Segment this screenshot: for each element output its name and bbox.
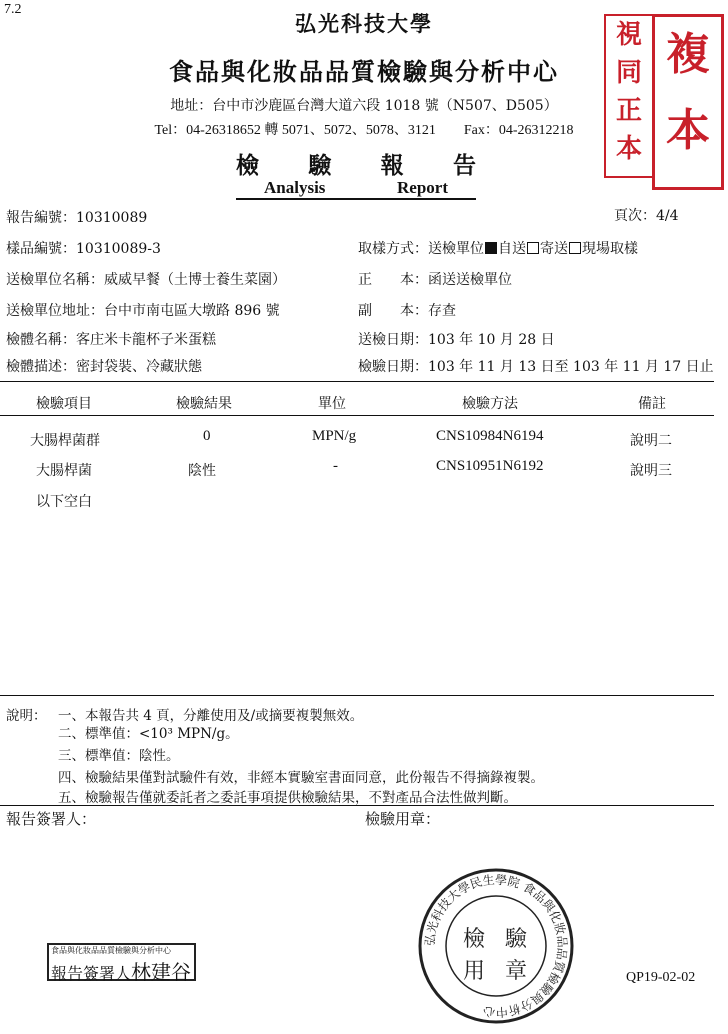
sample-number: 樣品編號：10310089-3: [6, 241, 161, 257]
svg-text:弘光科技大學民生學院 食品與化妝品品質檢驗與分析中心: 弘光科技大學民生學院 食品與化妝品品質檢驗與分析中心: [422, 872, 570, 1020]
signer-stamp-text: 報告簽署人林建谷: [51, 960, 192, 984]
note-4: 四、檢驗結果僅對試驗件有效，非經本實驗室書面同意，此份報告不得摘錄複製。: [58, 770, 544, 786]
row1-unit: MPN/g: [312, 428, 357, 444]
header-note: 備註: [638, 396, 666, 412]
form-code: QP19-02-02: [626, 970, 696, 985]
row1-result: 0: [203, 428, 211, 444]
page-number: 7.2: [4, 2, 22, 17]
note-2: 二、標準值：<10³ MPN/g。: [58, 726, 239, 742]
header-unit: 單位: [318, 396, 346, 412]
report-number: 報告編號：10310089: [6, 210, 148, 226]
svg-text:檢: 檢: [462, 927, 486, 952]
sampling-method: 取樣方式：送檢單位 自送 寄送 現場取樣: [358, 241, 638, 257]
svg-text:用: 用: [462, 959, 486, 984]
telephone: Tel：04-26318652 轉 5071、5072、5078、3121: [154, 123, 436, 138]
header-result: 檢驗結果: [176, 396, 232, 412]
center-address: 地址：台中市沙鹿區台灣大道六段 1018 號（N507、D505）: [170, 98, 558, 114]
row2-item: 大腸桿菌: [36, 463, 92, 479]
note-5: 五、檢驗報告僅就委託者之委託事項提供檢驗結果，不對產品合法性做判斷。: [58, 790, 517, 806]
inspection-seal: [416, 866, 576, 1026]
row2-unit: -: [333, 458, 338, 474]
row2-result: 陰性: [188, 463, 216, 479]
checkbox-mail: [527, 242, 539, 254]
client-address: 送檢單位地址：台中市南屯區大墩路 896 號: [6, 303, 280, 319]
table-top-rule: [0, 381, 714, 382]
row1-item: 大腸桿菌群: [30, 433, 100, 449]
submit-date: 送檢日期：103 年 10 月 28 日: [358, 332, 555, 348]
row1-note: 說明二: [630, 433, 672, 449]
test-date: 檢驗日期：103 年 11 月 13 日至 103 年 11 月 17 日止: [358, 359, 714, 375]
signer-stamp-org: 食品與化妝品品質檢驗與分析中心: [51, 946, 171, 955]
client-name: 送檢單位名稱：威威早餐（土博士養生菜園）: [6, 272, 286, 288]
table-header-rule: [0, 415, 714, 416]
row1-method: CNS10984N6194: [436, 428, 544, 444]
fax: Fax：04-26312218: [463, 123, 574, 138]
note-1: 一、本報告共 4 頁，分離使用及/或摘要複製無效。: [58, 708, 364, 724]
notes-bottom-rule: [0, 805, 714, 806]
header-method: 檢驗方法: [462, 396, 518, 412]
svg-text:驗: 驗: [504, 927, 528, 952]
blank-below-text: 以下空白: [36, 494, 92, 510]
checkbox-onsite: [569, 242, 581, 254]
note-3: 三、標準值：陰性。: [58, 748, 180, 764]
svg-text:章: 章: [504, 959, 528, 984]
page-count: 頁次：4/4: [614, 208, 679, 224]
seal-label: 檢驗用章：: [365, 810, 441, 828]
certified-copy-stamp: 視 同 正 本: [604, 14, 654, 178]
center-name: 食品與化妝品品質檢驗與分析中心: [169, 57, 559, 86]
university-name: 弘光科技大學: [295, 11, 433, 36]
header-item: 檢驗項目: [36, 396, 92, 412]
report-title-zh: 檢 驗 報 告: [236, 152, 476, 179]
row2-method: CNS10951N6192: [436, 458, 544, 474]
signer-label: 報告簽署人：: [6, 810, 97, 828]
checkbox-client-send: [485, 242, 497, 254]
original-recipient: 正 本：函送送檢單位: [358, 272, 512, 288]
sample-description: 檢體描述：密封袋裝、冷藏狀態: [6, 359, 202, 375]
notes-top-rule: [0, 695, 714, 696]
sample-name: 檢體名稱：客庄米卡龍杯子米蛋糕: [6, 332, 216, 348]
notes-label: 說明：: [6, 708, 47, 724]
row2-note: 說明三: [630, 463, 672, 479]
copy-recipient: 副 本：存查: [358, 303, 456, 319]
report-title-en: Analysis Report: [236, 178, 476, 200]
duplicate-stamp: 複 本: [652, 14, 724, 190]
